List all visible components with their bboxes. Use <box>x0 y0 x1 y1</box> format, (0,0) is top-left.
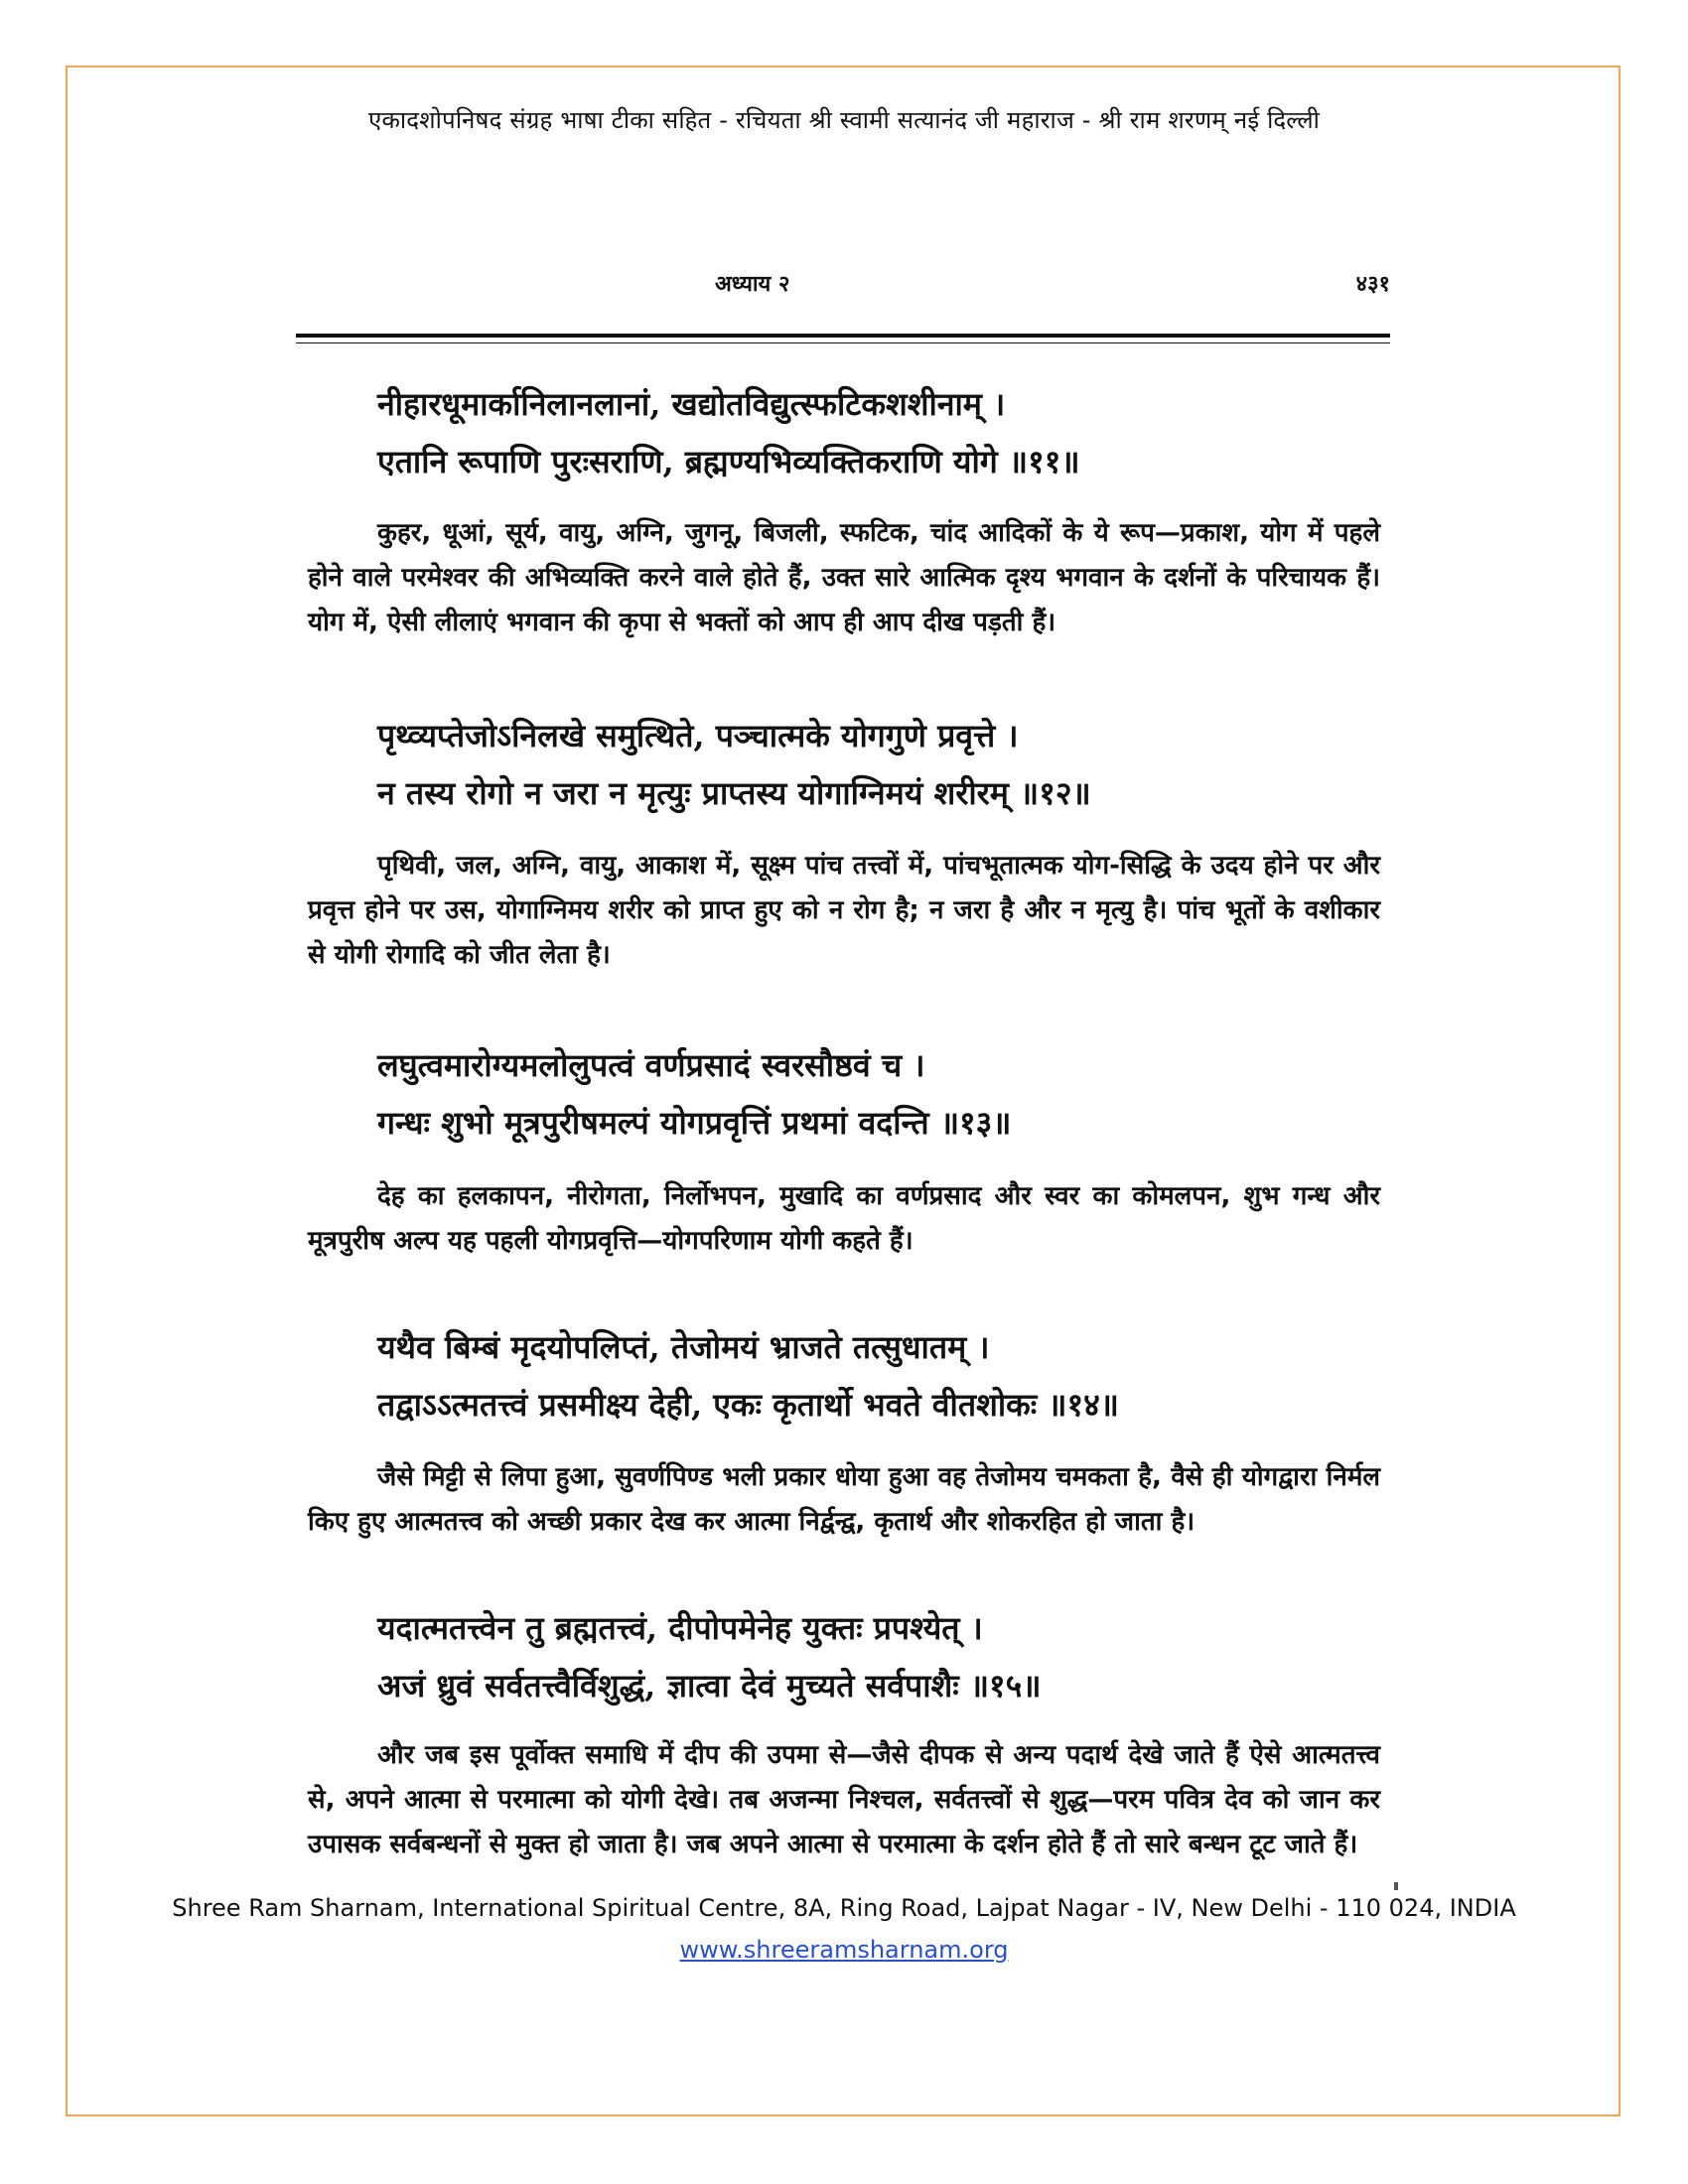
verse-11 <box>377 375 1370 490</box>
scanned-page <box>248 236 1390 1944</box>
verse-line: लघुत्वमारोग्यमलोलुपत्वं वर्णप्रसादं स्वरसौष्ठवं च । <box>377 1046 925 1084</box>
header-rule-thin <box>296 342 1390 343</box>
commentary-15: और जब इस पूर्वोक्त समाधि में दीप की उपमा से—जैसे दीपक से अन्य पदार्थ देखे जाते हैं ऐसे आत्मतत्त्व से, अपने आत्मा से परमात्मा को योगी देखे। तब अजन्मा निश्चल, सर्वतत्त्वों से शुद्ध—परम पवित्र देव को जान कर उपासक सर्वबन्धनों से मुक्त हो जाता है। जब अपने आत्मा से परमात्मा के दर्शन होते हैं तो सारे बन्धन टूट जाते हैं। <box>308 1740 1380 1859</box>
commentary-13: देह का हलकापन, नीरोगता, निर्लोभपन, मुखादि का वर्णप्रसाद और स्वर का कोमलपन, शुभ गन्ध और मूत्रपुरीष अल्प यह पहली योगप्रवृत्ति—योगपरिणाम योगी कहते हैं। <box>308 1181 1380 1256</box>
verse-line: तद्वाऽऽत्मतत्त्वं प्रसमीक्ष्य देही, एकः कृतार्थो भवते वीतशोकः ॥१४॥ <box>377 1386 1119 1424</box>
verse-line: अजं ध्रुवं सर्वतत्त्वैर्विशुद्धं, ज्ञात्वा देवं मुच्यते सर्वपाशैः ॥१५॥ <box>377 1667 1042 1705</box>
document-header: एकादशोपनिषद संग्रह भाषा टीका सहित - रचियता श्री स्वामी सत्यानंद जी महाराज - श्री राम शरणम् नई दिल्ली <box>367 106 1321 134</box>
header-rule-thick <box>296 334 1390 338</box>
verse-line: न तस्य रोगो न जरा न मृत्युः प्राप्तस्य योगाग्निमयं शरीरम् ॥१२॥ <box>377 774 1091 812</box>
verse-15 <box>377 1599 1370 1714</box>
commentary-11: कुहर, धूआं, सूर्य, वायु, अग्नि, जुगनू, बिजली, स्फटिक, चांद आदिकों के ये रूप—प्रकाश, योग में पहले होने वाले परमेश्वर की अभिव्यक्ति करने वाले होते हैं, उक्त सारे आत्मिक दृश्य भगवान के दर्शनों के परिचायक हैं। योग में, ऐसी लीलाएं भगवान की कृपा से भक्तों को आप ही आप दीख पड़ती हैं। <box>308 518 1380 637</box>
verse-line: नीहारधूमार्कानिलानलानां, खद्योतविद्युत्स्फटिकशशीनाम् । <box>377 385 1006 423</box>
verse-line: एतानि रूपाणि पुरःसराणि, ब्रह्मण्यभिव्यक्तिकराणि योगे ॥११॥ <box>377 443 1080 480</box>
verse-line: पृथ्व्यप्तेजोऽनिलखे समुत्थिते, पञ्चात्मके योगगुणे प्रवृत्ते । <box>377 717 1019 754</box>
running-head <box>248 268 1390 298</box>
verse-13 <box>377 1036 1370 1152</box>
verse-line: यदात्मतत्त्वेन तु ब्रह्मतत्त्वं, दीपोपमेनेह युक्तः प्रपश्येत् । <box>377 1609 983 1647</box>
website-link[interactable]: www.shreeramsharnam.org <box>679 1936 1009 1964</box>
scan-artifact <box>1394 1882 1398 1890</box>
footer-website <box>99 1936 1589 1964</box>
verse-line: यथैव बिम्बं मृदयोपलिप्तं, तेजोमयं भ्राजते तत्सुधातम् । <box>377 1328 990 1366</box>
commentary-12: पृथिवी, जल, अग्नि, वायु, आकाश में, सूक्ष्म पांच तत्त्वों में, पांचभूतात्मक योग-सिद्धि के उदय होने पर और प्रवृत्त होने पर उस, योगाग्निमय शरीर को प्राप्त हुए को न रोग है; न जरा है और न मृत्यु है। पांच भूतों के वशीकार से योगी रोगादि को जीत लेता है। <box>308 851 1380 970</box>
footer-address: Shree Ram Sharnam, International Spiritual Centre, 8A, Ring Road, Lajpat Nagar - IV, New Delhi - 110 024, INDIA <box>172 1894 1516 1922</box>
commentary-14: जैसे मिट्टी से लिपा हुआ, सुवर्णपिण्ड भली प्रकार धोया हुआ वह तेजोमय चमकता है, वैसे ही योगद्वारा निर्मल किए हुए आत्मतत्त्व को अच्छी प्रकार देख कर आत्मा निर्द्वन्द्व, कृतार्थ और शोकरहित हो जाता है। <box>308 1462 1380 1537</box>
page-number: ४३१ <box>1355 271 1390 297</box>
chapter-label: अध्याय २ <box>715 271 790 297</box>
verse-line: गन्धः शुभो मूत्रपुरीषमल्पं योगप्रवृत्तिं प्रथमां वदन्ति ॥१३॥ <box>377 1104 1012 1142</box>
verse-14 <box>377 1318 1370 1433</box>
verse-12 <box>377 707 1370 822</box>
